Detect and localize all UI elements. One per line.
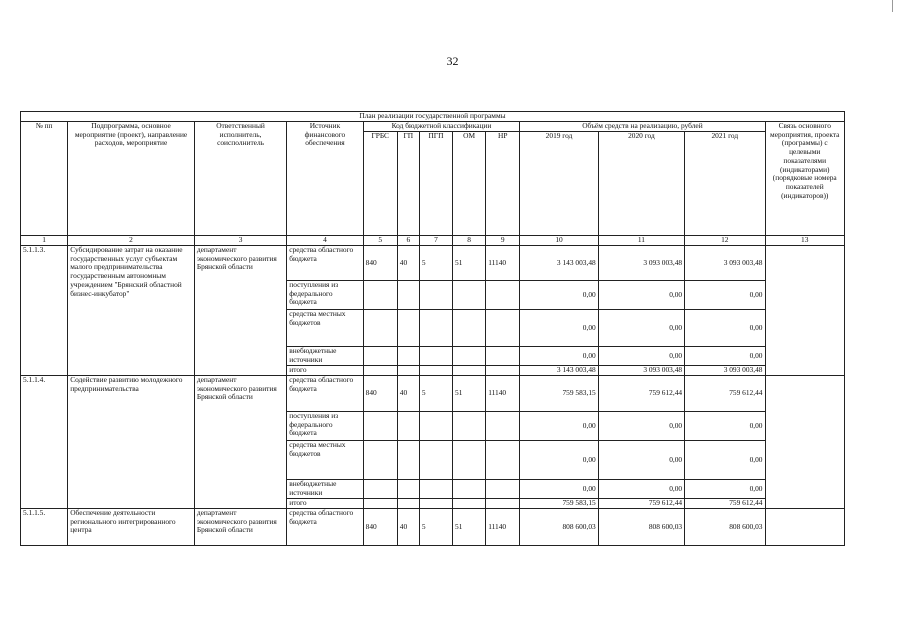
row-link (765, 509, 845, 546)
value-2021: 0,00 (685, 347, 765, 366)
table-row (21, 509, 845, 546)
row-executor: департамент экономического развития Брянской области (194, 376, 286, 509)
column-number: 4 (287, 236, 363, 246)
source-regional: средства областного бюджета (287, 246, 363, 281)
value-2019: 0,00 (520, 441, 598, 480)
source-extra: внебюджетные источники (287, 480, 363, 499)
page-number: 32 (446, 54, 459, 68)
code-gp: 40 (397, 509, 419, 546)
value-2020: 0,00 (598, 412, 684, 441)
value-2019: 3 143 003,48 (520, 246, 598, 281)
scan-edge-mark (892, 0, 893, 12)
code-gp: 40 (397, 376, 419, 412)
row-name: Содействие развитию молодежного предпринимательства (68, 376, 195, 509)
value-2020: 3 093 003,48 (598, 246, 684, 281)
header-om: ОМ (453, 132, 486, 236)
code-pgp: 5 (419, 376, 452, 412)
source-local: средства местных бюджетов (287, 310, 363, 347)
column-number: 3 (194, 236, 286, 246)
value-2021: 0,00 (685, 480, 765, 499)
row-number: 5.1.1.3. (21, 246, 68, 376)
code-pgp: 5 (419, 509, 452, 546)
value-2020: 0,00 (598, 347, 684, 366)
source-federal: поступления из федерального бюджета (287, 281, 363, 310)
source-total: итого (287, 499, 363, 509)
header-link: Связь основного мероприятия, проекта (программы) с целевыми показателями (индикаторами) (порядковые номера показателей (индикаторов)) (765, 122, 845, 236)
header-subprogram: Подпрограмма, основное мероприятие (проект), направление расходов, мероприятие (68, 122, 195, 236)
value-2021: 808 600,03 (685, 509, 765, 546)
value-2019: 0,00 (520, 480, 598, 499)
code-grbs: 840 (363, 509, 397, 546)
value-2021: 0,00 (685, 412, 765, 441)
column-number: 11 (598, 236, 684, 246)
header-2021: 2021 год (685, 132, 765, 236)
source-total: итого (287, 366, 363, 376)
value-2019: 759 583,15 (520, 376, 598, 412)
code-nr: 11140 (486, 509, 520, 546)
value-2020: 808 600,03 (598, 509, 684, 546)
header-2020: 2020 год (598, 132, 684, 236)
code-gp: 40 (397, 246, 419, 281)
table-title: План реализации государственной программы (21, 112, 845, 122)
total-2019: 3 143 003,48 (520, 366, 598, 376)
value-2020: 0,00 (598, 310, 684, 347)
value-2019: 0,00 (520, 412, 598, 441)
header-volume: Объём средств на реализацию, рублей (520, 122, 765, 132)
value-2019: 0,00 (520, 347, 598, 366)
row-number: 5.1.1.4. (21, 376, 68, 509)
header-2019: 2019 год (520, 132, 598, 236)
total-2021: 759 612,44 (685, 499, 765, 509)
value-2020: 0,00 (598, 441, 684, 480)
table-row (21, 246, 845, 281)
header-pgp: ПГП (419, 132, 452, 236)
row-name: Субсидирование затрат на оказание государственных услуг субъектам малого предпринимательства государственным автономным учреждением "Брянский областной бизнес-инкубатор" (68, 246, 195, 376)
column-number: 9 (486, 236, 520, 246)
value-2019: 808 600,03 (520, 509, 598, 546)
row-executor: департамент экономического развития Брянской области (194, 246, 286, 376)
column-number: 6 (397, 236, 419, 246)
row-name: Обеспечение деятельности регионального интегрированного центра (68, 509, 195, 546)
column-number: 1 (21, 236, 68, 246)
column-number: 13 (765, 236, 845, 246)
total-2020: 3 093 003,48 (598, 366, 684, 376)
column-number: 10 (520, 236, 598, 246)
column-number: 2 (68, 236, 195, 246)
header-nr: НР (486, 132, 520, 236)
row-link (765, 376, 845, 509)
code-om: 51 (453, 509, 486, 546)
header-num: № пп (21, 122, 68, 236)
value-2019: 0,00 (520, 310, 598, 347)
row-link (765, 246, 845, 376)
code-nr: 11140 (486, 376, 520, 412)
code-om: 51 (453, 376, 486, 412)
value-2021: 0,00 (685, 281, 765, 310)
value-2021: 3 093 003,48 (685, 246, 765, 281)
code-pgp: 5 (419, 246, 452, 281)
value-2021: 0,00 (685, 310, 765, 347)
header-source: Источник финансового обеспечения (287, 122, 363, 236)
header-grbs: ГРБС (363, 132, 397, 236)
header-gp: ГП (397, 132, 419, 236)
row-executor: департамент экономического развития Брянской области (194, 509, 286, 546)
source-regional: средства областного бюджета (287, 509, 363, 546)
code-grbs: 840 (363, 376, 397, 412)
header-budget-code: Код бюджетной классификации (363, 122, 520, 132)
column-number: 12 (685, 236, 765, 246)
total-2020: 759 612,44 (598, 499, 684, 509)
value-2020: 0,00 (598, 281, 684, 310)
value-2019: 0,00 (520, 281, 598, 310)
plan-table (20, 111, 845, 546)
total-2021: 3 093 003,48 (685, 366, 765, 376)
source-local: средства местных бюджетов (287, 441, 363, 480)
value-2020: 759 612,44 (598, 376, 684, 412)
source-federal: поступления из федерального бюджета (287, 412, 363, 441)
column-number: 7 (419, 236, 452, 246)
code-grbs: 840 (363, 246, 397, 281)
value-2020: 0,00 (598, 480, 684, 499)
value-2021: 759 612,44 (685, 376, 765, 412)
row-number: 5.1.1.5. (21, 509, 68, 546)
source-regional: средства областного бюджета (287, 376, 363, 412)
code-om: 51 (453, 246, 486, 281)
column-numbers-row (21, 236, 845, 246)
source-extra: внебюджетные источники (287, 347, 363, 366)
column-number: 8 (453, 236, 486, 246)
header-executor: Ответственный исполнитель, соисполнитель (194, 122, 286, 236)
code-nr: 11140 (486, 246, 520, 281)
table-row (21, 376, 845, 412)
column-number: 5 (363, 236, 397, 246)
total-2019: 759 583,15 (520, 499, 598, 509)
value-2021: 0,00 (685, 441, 765, 480)
